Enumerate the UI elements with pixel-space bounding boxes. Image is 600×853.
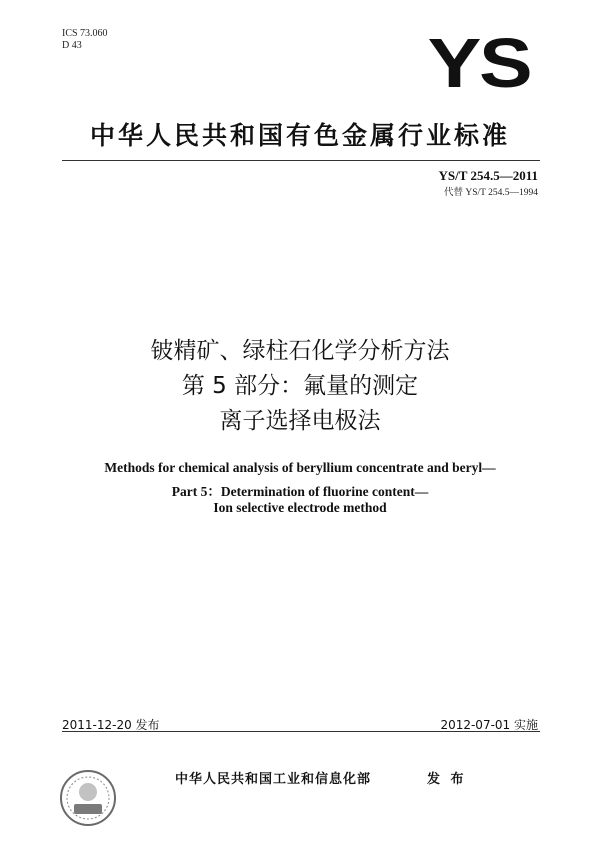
standards-seal-icon (58, 768, 118, 828)
ys-logo: YS (427, 24, 530, 102)
classification-codes (62, 28, 108, 52)
title-cn-line2: 第 5 部分：氟量的测定 (181, 373, 419, 399)
replaces-standard: 代替 YS/T 254.5—1994 (443, 188, 538, 198)
title-en-line2: Part 5：Determination of fluorine content— (171, 484, 429, 499)
top-divider (62, 160, 540, 161)
implementation-date: 2012-07-01 实施 (440, 718, 538, 732)
issue-label: 发 布 (427, 772, 467, 787)
title-cn-line3: 离子选择电极法 (219, 408, 381, 434)
issuing-authority: 中华人民共和国工业和信息化部 (175, 772, 372, 787)
standard-category-title: 中华人民共和国有色金属行业标准 (89, 121, 510, 150)
bottom-divider (62, 731, 540, 732)
title-en-line3: Ion selective electrode method (213, 500, 387, 515)
issue-date: 2011-12-20 发布 (62, 718, 160, 732)
ics-code: ICS 73.060 (62, 28, 108, 39)
standard-number: YS/T 254.5—2011 (438, 168, 538, 183)
title-cn-line1: 铍精矿、绿柱石化学分析方法 (150, 338, 450, 364)
title-en-line1: Methods for chemical analysis of beryllium concentrate and beryl— (104, 460, 496, 475)
ccs-code: D 43 (62, 40, 82, 51)
